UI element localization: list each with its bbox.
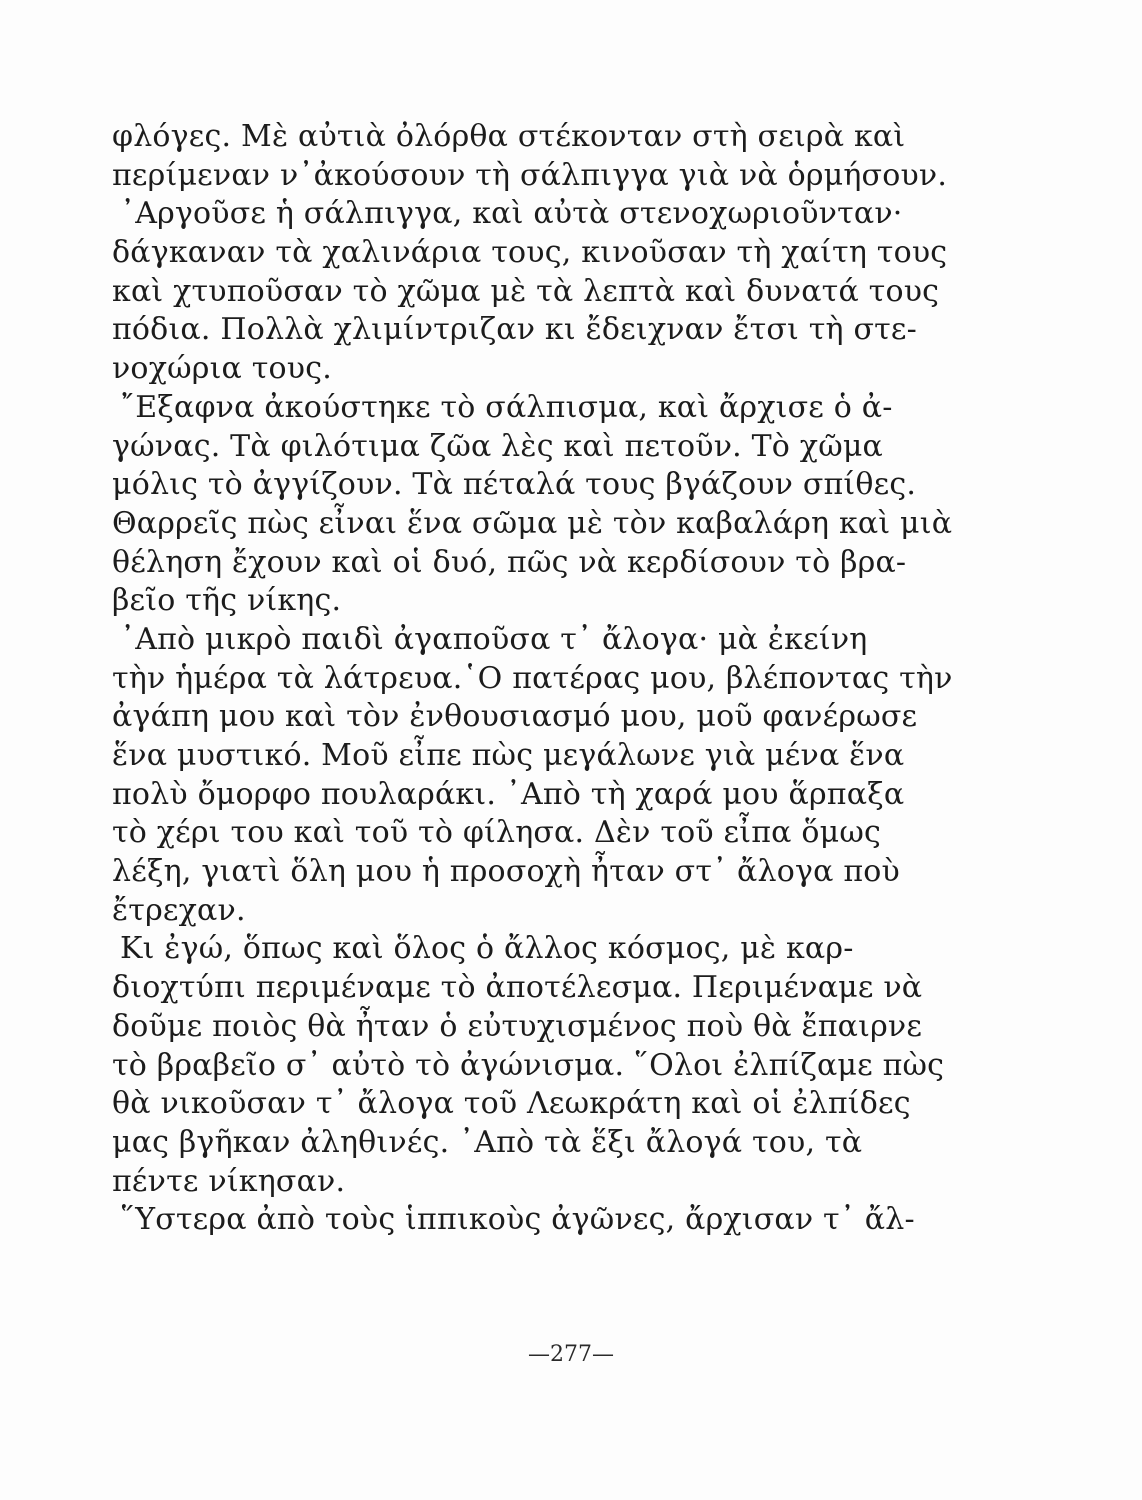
text-line: τὸ χέρι του καὶ τοῦ τὸ φίλησα. Δὲν τοῦ εἶπα ὅμως <box>112 815 881 851</box>
text-line: θὰ νικοῦσαν τ᾽ ἄλογα τοῦ Λεωκράτη καὶ οἱ ἐλπίδες <box>112 1086 911 1122</box>
text-line: πόδια. Πολλὰ χλιμίντριζαν κι ἔδειχναν ἔτσι τὴ στε- <box>112 312 918 348</box>
text-line: δοῦμε ποιὸς θὰ ἦταν ὁ εὐτυχισμένος ποὺ θὰ ἔπαιρνε <box>112 1008 923 1044</box>
text-line: δάγκαναν τὰ χαλινάρια τους, κινοῦσαν τὴ χαίτη τους <box>112 235 948 271</box>
body-text <box>112 118 953 1240</box>
text-line: νοχώρια τους. <box>112 351 332 387</box>
text-line: ᾽Αργοῦσε ἡ σάλπιγγα, καὶ αὐτὰ στενοχωριοῦνταν· <box>120 196 903 232</box>
text-line: λέξη, γιατὶ ὅλη μου ἡ προσοχὴ ἦταν στ᾽ ἄλογα ποὺ <box>112 854 900 890</box>
text-line: μόλις τὸ ἀγγίζουν. Τὰ πέταλά τους βγάζουν σπίθες. <box>112 467 917 503</box>
text-line: καὶ χτυποῦσαν τὸ χῶμα μὲ τὰ λεπτὰ καὶ δυνατά τους <box>112 273 940 309</box>
text-line: διοχτύπι περιμέναμε τὸ ἀποτέλεσμα. Περιμέναμε νὰ <box>112 970 923 1006</box>
text-line: βεῖο τῆς νίκης. <box>112 583 342 619</box>
text-line: ἔτρεχαν. <box>112 892 246 928</box>
text-line: μας βγῆκαν ἀληθινές. ᾽Απὸ τὰ ἕξι ἄλογά του, τὰ <box>112 1124 863 1160</box>
text-line: θέληση ἔχουν καὶ οἱ δυό, πῶς νὰ κερδίσουν τὸ βρα- <box>112 544 907 580</box>
text-line: Κι ἐγώ, ὅπως καὶ ὅλος ὁ ἄλλος κόσμος, μὲ καρ- <box>120 931 854 967</box>
text-line: ἕνα μυστικό. Μοῦ εἶπε πὼς μεγάλωνε γιὰ μένα ἕνα <box>112 738 905 773</box>
text-line: ᾽Απὸ μικρὸ παιδὶ ἀγαποῦσα τ᾽ ἄλογα· μὰ ἐκείνη <box>120 621 868 657</box>
page-number: —277— <box>528 1342 614 1367</box>
text-line: Θαρρεῖς πὼς εἶναι ἕνα σῶμα μὲ τὸν καβαλάρη καὶ μιὰ <box>112 505 953 541</box>
text-line: γώνας. Τὰ φιλότιμα ζῶα λὲς καὶ πετοῦν. Τὸ χῶμα <box>112 428 884 464</box>
text-line: ῎Εξαφνα ἀκούστηκε τὸ σάλπισμα, καὶ ἄρχισε ὁ ἀ- <box>120 389 893 425</box>
text-line: περίμεναν ν᾽ἀκούσουν τὴ σάλπιγγα γιὰ νὰ ὁρμήσουν. <box>112 157 948 193</box>
text-line: τὴν ἡμέρα τὰ λάτρευα.῾Ο πατέρας μου, βλέποντας τὴν <box>112 660 953 696</box>
text-line: πέντε νίκησαν. <box>112 1163 346 1199</box>
text-line: ἀγάπη μου καὶ τὸν ἐνθουσιασμό μου, μοῦ φανέρωσε <box>112 699 918 735</box>
text-line: φλόγες. Μὲ αὐτιὰ ὀλόρθα στέκονταν στὴ σειρὰ καὶ <box>112 119 906 154</box>
text-line: ῞Υστερα ἀπὸ τοὺς ἱππικοὺς ἀγῶνες, ἄρχισαν τ᾽ ἄλ- <box>120 1202 915 1238</box>
text-line: πολὺ ὄμορφο πουλαράκι. ᾽Απὸ τὴ χαρά μου ἅρπαξα <box>112 776 905 812</box>
text-line: τὸ βραβεῖο σ᾽ αὐτὸ τὸ ἀγώνισμα. ῞Ολοι ἐλπίζαμε πὼς <box>112 1047 945 1083</box>
